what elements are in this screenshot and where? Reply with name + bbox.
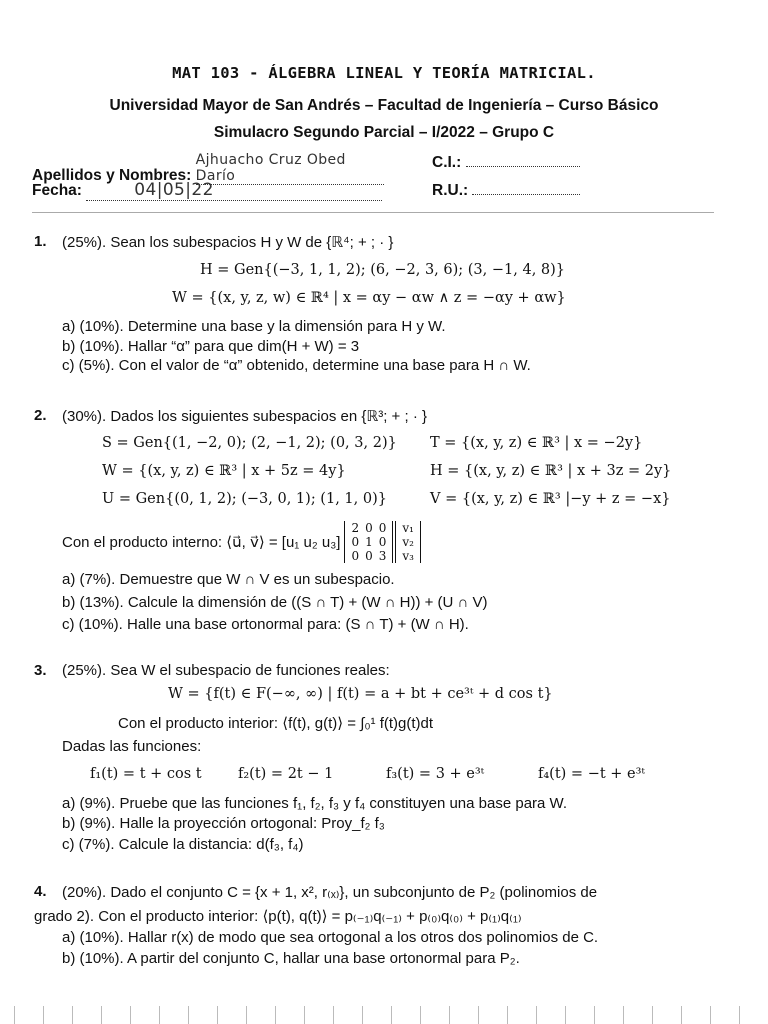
ci-row [432, 152, 580, 172]
ruler-tick [43, 1006, 44, 1024]
ruler-tick [536, 1006, 537, 1024]
q3-eq-w: W = {f(t) ∈ F(−∞, ∞) | f(t) = a + bt + ce³ᵗ + d cos t} [168, 686, 553, 702]
name-label: Apellidos y Nombres: [32, 167, 192, 184]
matrix-cell: 0 [378, 535, 387, 549]
ru-label: R.U.: [432, 182, 469, 199]
q3-stem: (25%). Sea W el subespacio de funciones reales: [62, 662, 390, 679]
ruler-tick [275, 1006, 276, 1024]
q1-number: 1. [34, 233, 47, 250]
ruler-tick [391, 1006, 392, 1024]
ruler-tick [101, 1006, 102, 1024]
exam-line: Simulacro Segundo Parcial – I/2022 – Grupo C [213, 124, 555, 141]
q2-def-s: S = Gen{(1, −2, 0); (2, −1, 2); (0, 3, 2)} [102, 435, 397, 451]
name-value: Ajhuacho Cruz Obed Darío [196, 152, 384, 185]
ruler-tick [507, 1006, 508, 1024]
matrix-cell: 0 [365, 549, 373, 563]
matrix-cell: 0 [351, 549, 360, 563]
ruler-tick [594, 1006, 595, 1024]
q2-part-c: c) (10%). Halle una base ortonormal para: (S ∩ T) + (W ∩ H). [62, 616, 469, 633]
q3-inner-product: Con el producto interior: ⟨f(t), g(t)⟩ = ∫₀¹ f(t)g(t)dt [118, 715, 434, 732]
q1-eq-w: W = {(x, y, z, w) ∈ ℝ⁴ | x = αy − αw ∧ z = −αy + αw} [172, 290, 566, 306]
q3-part-a: a) (9%). Pruebe que las funciones f₁, f₂, f₃ y f₄ constituyen una base para W. [62, 795, 568, 812]
matrix-cell: 0 [378, 521, 387, 535]
q2-inner-label: Con el producto interno: ⟨u⃗, v⃗⟩ = [u₁ u₂ u₃] [62, 534, 341, 551]
ru-blank [472, 180, 580, 195]
ruler-tick [333, 1006, 334, 1024]
ruler-tick [217, 1006, 218, 1024]
university-line: Universidad Mayor de San Andrés – Facultad de Ingeniería – Curso Básico [109, 97, 659, 114]
ruler-tick [623, 1006, 624, 1024]
course-title: MAT 103 - ÁLGEBRA LINEAL Y TEORÍA MATRICIAL. [172, 64, 596, 82]
date-label: Fecha: [32, 182, 82, 199]
ruler-tick [681, 1006, 682, 1024]
matrix-cell: 0 [351, 535, 360, 549]
ruler-tick [188, 1006, 189, 1024]
ruler-tick [710, 1006, 711, 1024]
ruler-tick [72, 1006, 73, 1024]
q2-def-v: V = {(x, y, z) ∈ ℝ³ |−y + z = −x} [430, 491, 671, 507]
q2-vector [395, 521, 421, 563]
q1-stem: (25%). Sean los subespacios H y W de {ℝ⁴; + ; · } [62, 234, 394, 251]
date-row [32, 180, 382, 201]
ruler-tick [449, 1006, 450, 1024]
matrix-cell: 2 [351, 521, 360, 535]
q3-part-b: b) (9%). Halle la proyección ortogonal: Proy_f₂ f₃ [62, 815, 385, 832]
ruler-tick [652, 1006, 653, 1024]
q3-number: 3. [34, 662, 47, 679]
vector-cell: v₁ [402, 521, 414, 535]
matrix-cell: 1 [365, 535, 373, 549]
q3-f1: f₁(t) = t + cos t [90, 766, 202, 782]
q2-number: 2. [34, 407, 47, 424]
q3-part-c: c) (7%). Calcule la distancia: d(f₃, f₄) [62, 836, 304, 853]
q2-def-u: U = Gen{(0, 1, 2); (−3, 0, 1); (1, 1, 0)} [102, 491, 387, 507]
q3-f3: f₃(t) = 3 + e³ᵗ [386, 766, 485, 782]
header-divider [32, 212, 714, 213]
q2-matrix [344, 521, 393, 563]
q4-part-b: b) (10%). A partir del conjunto C, hallar una base ortonormal para P₂. [62, 950, 520, 967]
q3-f2: f₂(t) = 2t − 1 [238, 766, 334, 782]
ruler-tick [362, 1006, 363, 1024]
ruler-tick [246, 1006, 247, 1024]
ruler-tick [130, 1006, 131, 1024]
q3-given: Dadas las funciones: [62, 738, 202, 755]
q4-part-a: a) (10%). Hallar r(x) de modo que sea ortogonal a los otros dos polinomios de C. [62, 929, 599, 946]
ruler-tick [739, 1006, 740, 1024]
q4-line2: grado 2). Con el producto interior: ⟨p(t), q(t)⟩ = p₍₋₁₎q₍₋₁₎ + p₍₀₎q₍₀₎ + p₍₁₎q₍₁₎ [34, 908, 522, 925]
ruler-tick [14, 1006, 15, 1024]
ru-row [432, 180, 580, 200]
ci-label: C.I.: [432, 154, 462, 171]
q1-eq-h: H = Gen{(−3, 1, 1, 2); (6, −2, 3, 6); (3, −1, 4, 8)} [200, 262, 566, 278]
date-value: 04|05|22 [86, 180, 382, 201]
q2-stem: (30%). Dados los siguientes subespacios en {ℝ³; + ; · } [62, 408, 427, 425]
ci-blank [466, 152, 580, 167]
ruler-tick [478, 1006, 479, 1024]
q2-inner-product [62, 521, 421, 563]
vector-cell: v₂ [402, 535, 414, 549]
q2-part-a: a) (7%). Demuestre que W ∩ V es un subespacio. [62, 571, 395, 588]
ruler-tick [304, 1006, 305, 1024]
matrix-cell: 3 [378, 549, 387, 563]
q4-number: 4. [34, 883, 47, 900]
ruler-tick [565, 1006, 566, 1024]
ruler-tick [420, 1006, 421, 1024]
vector-cell: v₃ [402, 549, 414, 563]
bottom-ruler [0, 1006, 768, 1024]
q1-part-a: a) (10%). Determine una base y la dimensión para H y W. [62, 318, 446, 335]
q1-part-c: c) (5%). Con el valor de “α” obtenido, determine una base para H ∩ W. [62, 357, 531, 374]
q2-def-w: W = {(x, y, z) ∈ ℝ³ | x + 5z = 4y} [102, 463, 346, 479]
q2-def-t: T = {(x, y, z) ∈ ℝ³ | x = −2y} [430, 435, 643, 451]
q2-def-h: H = {(x, y, z) ∈ ℝ³ | x + 3z = 2y} [430, 463, 672, 479]
q3-f4: f₄(t) = −t + e³ᵗ [538, 766, 646, 782]
q2-part-b: b) (13%). Calcule la dimensión de ((S ∩ T) + (W ∩ H)) + (U ∩ V) [62, 594, 488, 611]
q1-part-b: b) (10%). Hallar “α” para que dim(H + W) = 3 [62, 338, 360, 355]
q4-line1: (20%). Dado el conjunto C = {x + 1, x², r₍ₓ₎}, un subconjunto de P₂ (polinomios de [62, 884, 598, 901]
ruler-tick [159, 1006, 160, 1024]
matrix-cell: 0 [365, 521, 373, 535]
